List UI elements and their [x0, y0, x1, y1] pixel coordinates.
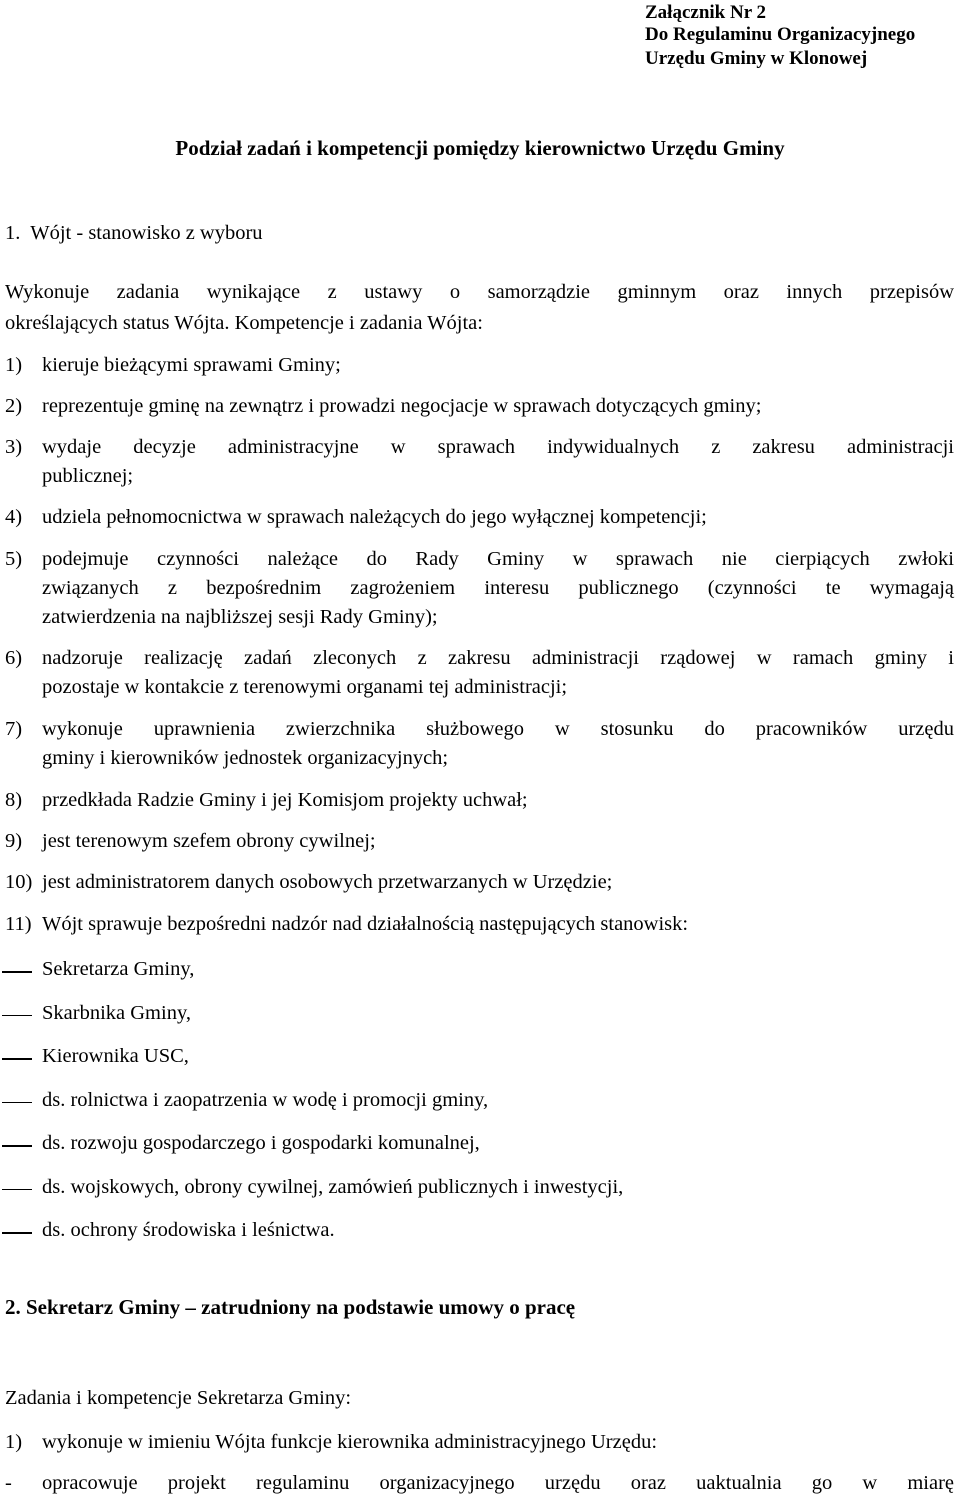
- dash-bullet: [2, 1058, 32, 1060]
- supervised-position: Kierownika USC,: [42, 1045, 189, 1067]
- list-item-text: zatwierdzenia na najbliższej sesji Rady Gminy);: [42, 606, 438, 628]
- attachment-label: Załącznik Nr 2: [645, 2, 767, 23]
- list-item-text: reprezentuje gminę na zewnątrz i prowadzi negocjacje w sprawach dotyczących gminy;: [42, 395, 762, 417]
- list-item-number: 5): [5, 548, 23, 570]
- supervised-position: ds. rolnictwa i zaopatrzenia w wodę i promocji gminy,: [42, 1088, 489, 1111]
- section2-subitem-dash: -: [5, 1472, 12, 1494]
- list-item-number: 8): [5, 789, 23, 811]
- list-item-number: 3): [5, 436, 23, 458]
- supervised-position: Sekretarza Gminy,: [42, 958, 195, 980]
- list-item-number: 2): [5, 395, 23, 417]
- page-title: Podział zadań i kompetencji pomiędzy kierownictwo Urzędu Gminy: [175, 136, 785, 160]
- dash-bullet: [2, 1189, 32, 1191]
- list-item-text: pozostaje w kontakcie z terenowymi organami tej administracji;: [42, 676, 568, 698]
- dash-bullet: [2, 971, 32, 973]
- section2-intro: Zadania i kompetencje Sekretarza Gminy:: [5, 1387, 352, 1409]
- regulation-reference: Do Regulaminu Organizacyjnego: [645, 24, 916, 45]
- list-item-number: 10): [5, 871, 33, 893]
- supervised-position: ds. ochrony środowiska i leśnictwa.: [42, 1219, 335, 1241]
- list-item-text: kieruje bieżącymi sprawami Gminy;: [42, 354, 341, 376]
- list-item-text: wykonuje uprawnienia zwierzchnika służbowego w stosunku do pracowników urzędu: [42, 718, 954, 740]
- section-heading-sekretarz: 2. Sekretarz Gminy – zatrudniony na podstawie umowy o pracę: [5, 1295, 576, 1319]
- list-item-number: 1): [5, 354, 23, 376]
- list-item-text: gminy i kierowników jednostek organizacyjnych;: [42, 747, 449, 769]
- list-item-text: wydaje decyzje administracyjne w sprawach indywidualnych z zakresu administracji: [42, 436, 954, 458]
- list-item-number: 7): [5, 718, 23, 740]
- dash-bullet: [2, 1232, 32, 1234]
- section2-item-number: 1): [5, 1431, 23, 1453]
- dash-bullet: [2, 1015, 32, 1017]
- list-item-number: 9): [5, 830, 23, 852]
- list-item-text: nadzoruje realizację zadań zleconych z zakresu administracji rządowej w ramach gminy i: [42, 647, 954, 669]
- supervised-position: ds. wojskowych, obrony cywilnej, zamówień publicznych i inwestycji,: [42, 1175, 624, 1198]
- list-item-text: podejmuje czynności należące do Rady Gminy w sprawach nie cierpiących zwłoki: [42, 548, 954, 570]
- supervised-position: ds. rozwoju gospodarczego i gospodarki komunalnej,: [42, 1132, 480, 1154]
- section2-item-text: wykonuje w imieniu Wójta funkcje kierownika administracyjnego Urzędu:: [42, 1431, 658, 1453]
- supervised-position: Skarbnika Gminy,: [42, 1001, 191, 1024]
- list-item-text: jest administratorem danych osobowych przetwarzanych w Urzędzie;: [42, 871, 613, 893]
- intro-line-1: Wykonuje zadania wynikające z ustawy o samorządzie gminnym oraz innych przepisów: [5, 281, 954, 303]
- office-name: Urzędu Gminy w Klonowej: [645, 48, 868, 69]
- list-item-number: 4): [5, 506, 23, 528]
- list-item-text: Wójt sprawuje bezpośredni nadzór nad działalnością następujących stanowisk:: [42, 913, 689, 935]
- list-item-number: 6): [5, 647, 23, 669]
- dash-bullet: [2, 1102, 32, 1104]
- list-item-text: udziela pełnomocnictwa w sprawach należących do jego wyłącznej kompetencji;: [42, 506, 707, 528]
- intro-line-2: określających status Wójta. Kompetencje i zadania Wójta:: [5, 312, 483, 334]
- list-item-text: związanych z bezpośrednim zagrożeniem interesu publicznego (czynności te wymagają: [42, 577, 954, 599]
- section2-subitem-text: opracowuje projekt regulaminu organizacyjnego urzędu oraz uaktualnia go w miarę: [42, 1472, 954, 1494]
- section-heading-wojt: 1. Wójt - stanowisko z wyboru: [5, 222, 263, 244]
- list-item-text: publicznej;: [42, 465, 134, 487]
- list-item-number: 11): [5, 913, 32, 935]
- dash-bullet: [2, 1145, 32, 1147]
- list-item-text: jest terenowym szefem obrony cywilnej;: [42, 830, 376, 852]
- list-item-text: przedkłada Radzie Gminy i jej Komisjom projekty uchwał;: [42, 789, 528, 811]
